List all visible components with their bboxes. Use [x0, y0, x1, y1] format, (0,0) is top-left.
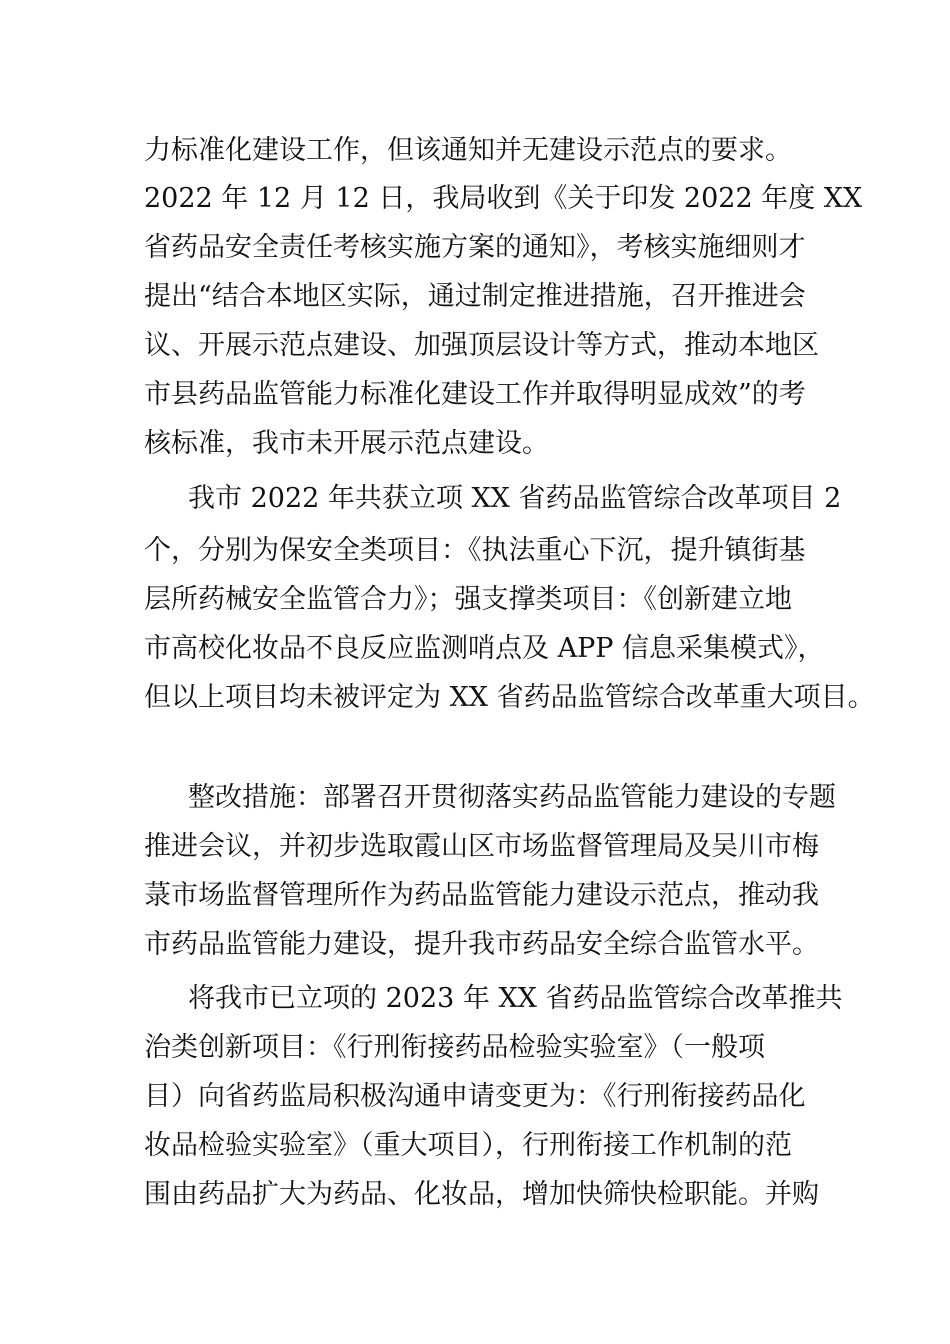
paragraph-4-line-5: 围由药品扩大为药品、化妆品，增加快筛快检职能。并购 [144, 1179, 819, 1210]
paragraph-2-line-3: 层所药械安全监管合力》；强支撑类项目：《创新建立地 [144, 584, 792, 615]
text-line-1: 力标准化建设工作，但该通知并无建设示范点的要求。 [144, 135, 792, 166]
paragraph-2-line-2: 个，分别为保安全类项目：《执法重心下沉，提升镇街基 [144, 535, 806, 566]
paragraph-4-line-1: 将我市已立项的 2023 年 XX 省药品监管综合改革推共 [188, 983, 843, 1014]
paragraph-3-line-1: 整改措施：部署召开贯彻落实药品监管能力建设的专题 [188, 782, 836, 813]
paragraph-4-line-4: 妆品检验实验室》（重大项目），行刑衔接工作机制的范 [144, 1130, 792, 1161]
text-line-7: 核标准，我市未开展示范点建设。 [144, 428, 549, 459]
text-line-5: 议、开展示范点建设、加强顶层设计等方式，推动本地区 [144, 330, 819, 361]
paragraph-2-line-5: 但以上项目均未被评定为 XX 省药品监管综合改革重大项目。 [144, 682, 875, 713]
text-line-4: 提出“结合本地区实际，通过制定推进措施，召开推进会 [144, 281, 806, 312]
paragraph-3-line-4: 市药品监管能力建设，提升我市药品安全综合监管水平。 [144, 929, 819, 960]
text-line-3: 省药品安全责任考核实施方案的通知》，考核实施细则才 [144, 232, 806, 263]
paragraph-2-line-4: 市高校化妆品不良反应监测哨点及 APP 信息采集模式》， [144, 633, 825, 664]
paragraph-4-line-3: 目）向省药监局积极沟通申请变更为：《行刑衔接药品化 [144, 1081, 806, 1112]
text-line-6: 市县药品监管能力标准化建设工作并取得明显成效”的考 [144, 379, 806, 410]
text-line-2: 2022 年 12 月 12 日，我局收到《关于印发 2022 年度 XX [144, 183, 863, 214]
paragraph-2-line-1: 我市 2022 年共获立项 XX 省药品监管综合改革项目 2 [188, 483, 842, 514]
paragraph-3-line-2: 推进会议，并初步选取霞山区市场监督管理局及吴川市梅 [144, 831, 819, 862]
paragraph-4-line-2: 治类创新项目：《行刑衔接药品检验实验室》（一般项 [144, 1032, 765, 1063]
paragraph-3-line-3: 菉市场监督管理所作为药品监管能力建设示范点，推动我 [144, 880, 819, 911]
